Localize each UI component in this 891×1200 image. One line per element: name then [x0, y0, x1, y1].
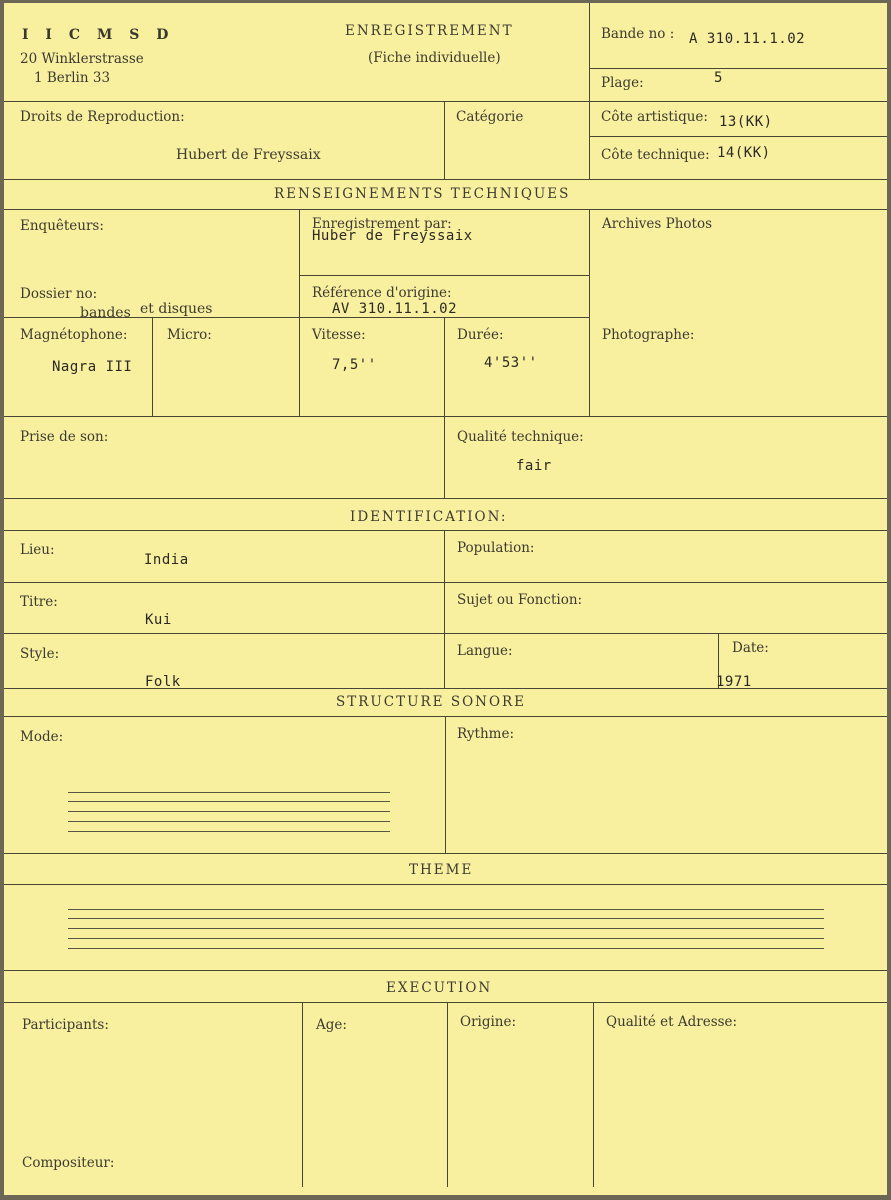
duree-value: 4'53'': [484, 355, 538, 371]
duree-label: Durée:: [457, 327, 504, 343]
photographe-label: Photographe:: [602, 327, 695, 343]
qualite-technique-value: fair: [516, 458, 552, 474]
org-logo: I I C M S D: [22, 27, 175, 43]
langue-label: Langue:: [457, 643, 513, 659]
record-card: [4, 3, 887, 1195]
reference-value: AV 310.11.1.02: [332, 301, 458, 317]
reference-label: Référence d'origine:: [312, 285, 452, 301]
droits-label: Droits de Reproduction:: [20, 109, 185, 125]
dossier-value-1: bandes: [80, 305, 131, 321]
section-execution: EXECUTION: [386, 980, 493, 996]
population-label: Population:: [457, 540, 535, 556]
qualite-technique-label: Qualité technique:: [457, 429, 584, 445]
titre-label: Titre:: [20, 594, 58, 610]
prise-de-son-label: Prise de son:: [20, 429, 109, 445]
section-theme: THEME: [409, 862, 474, 878]
rythme-label: Rythme:: [457, 726, 515, 742]
cote-artistique-value: 13(KK): [719, 114, 773, 130]
section-structure: STRUCTURE SONORE: [336, 694, 527, 710]
dossier-value-2: et disques: [140, 301, 213, 317]
bande-value: A 310.11.1.02: [689, 31, 806, 47]
bande-label: Bande no :: [601, 26, 675, 42]
address-line-1: 20 Winklerstrasse: [20, 51, 144, 67]
archives-label: Archives Photos: [602, 216, 712, 232]
dossier-label: Dossier no:: [20, 286, 98, 302]
address-line-2: 1 Berlin 33: [34, 70, 111, 86]
plage-label: Plage:: [601, 75, 644, 91]
vitesse-label: Vitesse:: [312, 327, 366, 343]
form-subtitle: (Fiche individuelle): [368, 50, 501, 66]
titre-value: Kui: [145, 612, 172, 628]
style-label: Style:: [20, 646, 60, 662]
cote-artistique-label: Côte artistique:: [601, 109, 708, 125]
mode-label: Mode:: [20, 729, 64, 745]
section-identification: IDENTIFICATION:: [350, 509, 508, 525]
micro-label: Micro:: [167, 327, 212, 343]
style-value: Folk: [145, 674, 181, 690]
lieu-value: India: [144, 552, 189, 568]
categorie-label: Catégorie: [456, 109, 524, 125]
date-value: 1971: [716, 674, 752, 690]
participants-label: Participants:: [22, 1017, 109, 1033]
lieu-label: Lieu:: [20, 542, 55, 558]
date-label: Date:: [732, 640, 769, 656]
enregistrement-label: Enregistrement par:: [312, 216, 452, 232]
vitesse-value: 7,5'': [332, 357, 377, 373]
compositeur-label: Compositeur:: [22, 1155, 115, 1171]
age-label: Age:: [316, 1017, 347, 1033]
cote-technique-label: Côte technique:: [601, 147, 710, 163]
droits-value: Hubert de Freyssaix: [176, 147, 321, 163]
qualite-adresse-label: Qualité et Adresse:: [606, 1014, 738, 1030]
magnetophone-value: Nagra III: [52, 359, 133, 375]
magnetophone-label: Magnétophone:: [20, 327, 128, 343]
cote-technique-value: 14(KK): [717, 145, 771, 161]
sujet-label: Sujet ou Fonction:: [457, 592, 583, 608]
origine-label: Origine:: [460, 1014, 517, 1030]
section-technique: RENSEIGNEMENTS TECHNIQUES: [274, 186, 571, 202]
enregistrement-value: Huber de Freyssaix: [312, 228, 473, 244]
enqueteurs-label: Enquêteurs:: [20, 218, 104, 234]
plage-value: 5: [714, 70, 723, 86]
form-title: ENREGISTREMENT: [345, 23, 514, 39]
